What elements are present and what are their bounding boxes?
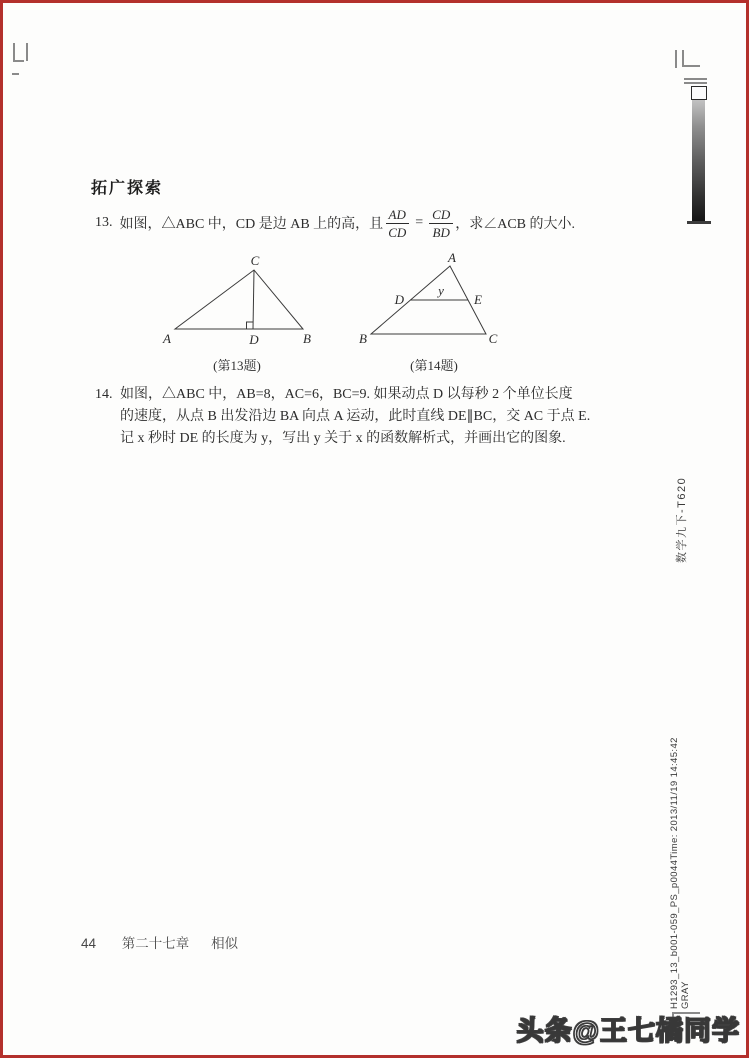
book-code-vertical-text: 数学九下-T620 (676, 476, 688, 563)
figures-area (153, 251, 513, 355)
vertex-label-d: D (394, 292, 404, 307)
problem-13-lead-text: 如图，△ABC 中，CD 是边 AB 上的高，且 (119, 217, 384, 232)
vertex-label-b: B (359, 331, 367, 346)
fraction-denominator: CD (388, 224, 407, 240)
section-header: 拓广探索 (91, 180, 164, 197)
fraction-ad-cd (385, 206, 409, 241)
problem-13 (95, 199, 575, 247)
figure-13-caption: (第13题) (213, 358, 261, 373)
registration-mark-icon (675, 50, 677, 68)
registration-mark-icon (684, 78, 707, 80)
chapter-number: 第二十七章 (121, 936, 190, 951)
fraction-numerator: AD (386, 206, 409, 224)
fraction-denominator: BD (432, 224, 450, 240)
print-info-line: H1293_13_b001-059_PS_p0044Time: 2013/11/19 14:45:42 (669, 737, 680, 1009)
problem-14-number: 14. (95, 387, 113, 402)
figure-14-caption: (第14题) (410, 358, 458, 373)
registration-mark-icon (682, 65, 700, 67)
calibration-square (691, 86, 707, 100)
problem-14-line-1 (95, 384, 635, 406)
registration-mark-icon (684, 82, 707, 84)
registration-mark-icon (12, 73, 19, 75)
problem-14-line-2: 的速度，从点 B 出发沿边 BA 向点 A 运动，此时直线 DE∥BC，交 AC 于点 E. (120, 409, 591, 424)
vertex-label-c: C (488, 331, 498, 346)
figure-13-and-14-diagrams (153, 251, 513, 355)
page-number: 44 (81, 936, 97, 951)
vertex-label-a: A (163, 331, 171, 346)
vertex-label-a: A (448, 251, 456, 265)
registration-mark-icon (13, 60, 24, 62)
problem-14-line-3: 记 x 秒时 DE 的长度为 y，写出 y 关于 x 的函数解析式，并画出它的图象. (120, 431, 566, 446)
problem-13-tail-text: ，求∠ACB 的大小. (455, 217, 576, 232)
chapter-title: 相似 (211, 936, 239, 951)
equals-sign: = (415, 215, 424, 230)
problem-14 (95, 384, 635, 450)
problem-14-text: 如图，△ABC 中，AB=8，AC=6，BC=9. 如果动点 D 以每秒 2 个单位长度 (120, 387, 573, 402)
vertex-label-b: B (303, 331, 311, 346)
vertex-label-d: D (249, 332, 259, 347)
print-color-mode: GRAY (680, 981, 691, 1009)
vertex-label-c: C (250, 253, 260, 268)
grayscale-calibration-bar (692, 100, 705, 221)
calibration-end-mark (687, 221, 711, 224)
vertex-label-e: E (474, 292, 482, 307)
page-footer (81, 932, 238, 952)
problem-13-number: 13. (95, 215, 113, 230)
registration-mark-icon (26, 43, 28, 61)
print-info-vertical-text (669, 737, 691, 1009)
fraction-numerator: CD (429, 206, 453, 224)
fraction-cd-bd (429, 206, 453, 241)
watermark-text: 头条@王七橘同学 (516, 1016, 740, 1046)
figure-13-diagram (175, 270, 303, 329)
figure-14-diagram (371, 266, 486, 334)
segment-length-label-y: y (438, 283, 444, 298)
